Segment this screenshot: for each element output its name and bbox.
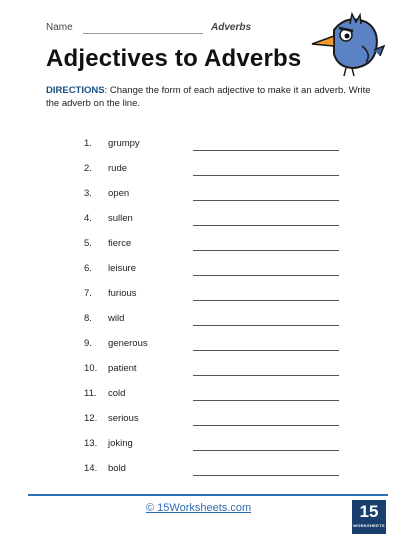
logo-text: WORKSHEETS [353, 523, 385, 528]
item-adjective: furious [108, 288, 137, 299]
answer-line[interactable] [193, 200, 339, 201]
list-item [0, 463, 416, 479]
directions-text: : Change the form of each adjective to make it an adverb. Write the adverb on the line. [46, 85, 371, 109]
item-adjective: generous [108, 338, 148, 349]
list-item [0, 238, 416, 254]
item-number: 9. [84, 338, 92, 349]
item-adjective: bold [108, 463, 126, 474]
list-item [0, 188, 416, 204]
item-number: 5. [84, 238, 92, 249]
answer-line[interactable] [193, 175, 339, 176]
list-item [0, 338, 416, 354]
footer-copyright-link[interactable]: © 15Worksheets.com [146, 502, 252, 514]
item-adjective: cold [108, 388, 126, 399]
answer-line[interactable] [193, 475, 339, 476]
list-item [0, 213, 416, 229]
answer-line[interactable] [193, 300, 339, 301]
list-item [0, 438, 416, 454]
directions [46, 84, 376, 110]
directions-label: DIRECTIONS [46, 85, 105, 96]
item-number: 2. [84, 163, 92, 174]
answer-line[interactable] [193, 325, 339, 326]
item-number: 13. [84, 438, 98, 449]
list-item [0, 163, 416, 179]
item-adjective: joking [108, 438, 133, 449]
list-item [0, 413, 416, 429]
item-adjective: serious [108, 413, 139, 424]
item-adjective: patient [108, 363, 137, 374]
list-item [0, 388, 416, 404]
item-adjective: leisure [108, 263, 136, 274]
item-number: 12. [84, 413, 98, 424]
item-number: 7. [84, 288, 92, 299]
item-adjective: rude [108, 163, 128, 174]
blue-bird-icon [306, 10, 386, 80]
item-adjective: open [108, 188, 130, 199]
item-adjective: grumpy [108, 138, 140, 149]
footer-divider [28, 494, 388, 496]
name-line[interactable] [83, 33, 203, 34]
name-label: Name [46, 22, 73, 33]
answer-line[interactable] [193, 225, 339, 226]
list-item [0, 313, 416, 329]
answer-line[interactable] [193, 450, 339, 451]
list-item [0, 138, 416, 154]
page-title: Adjectives to Adverbs [46, 45, 302, 72]
item-adjective: wild [108, 313, 125, 324]
worksheets-logo [352, 500, 386, 534]
list-item [0, 288, 416, 304]
answer-line[interactable] [193, 250, 339, 251]
answer-line[interactable] [193, 375, 339, 376]
worksheet-topic: Adverbs [211, 22, 252, 33]
item-number: 8. [84, 313, 92, 324]
list-item [0, 363, 416, 379]
item-number: 10. [84, 363, 98, 374]
item-adjective: sullen [108, 213, 133, 224]
answer-line[interactable] [193, 150, 339, 151]
item-number: 11. [84, 388, 97, 399]
item-number: 1. [84, 138, 92, 149]
answer-line[interactable] [193, 400, 339, 401]
answer-line[interactable] [193, 350, 339, 351]
item-number: 4. [84, 213, 92, 224]
answer-line[interactable] [193, 275, 339, 276]
item-adjective: fierce [108, 238, 132, 249]
list-item [0, 263, 416, 279]
item-number: 14. [84, 463, 98, 474]
item-number: 6. [84, 263, 92, 274]
answer-line[interactable] [193, 425, 339, 426]
logo-number: 15 [359, 502, 379, 521]
item-number: 3. [84, 188, 92, 199]
